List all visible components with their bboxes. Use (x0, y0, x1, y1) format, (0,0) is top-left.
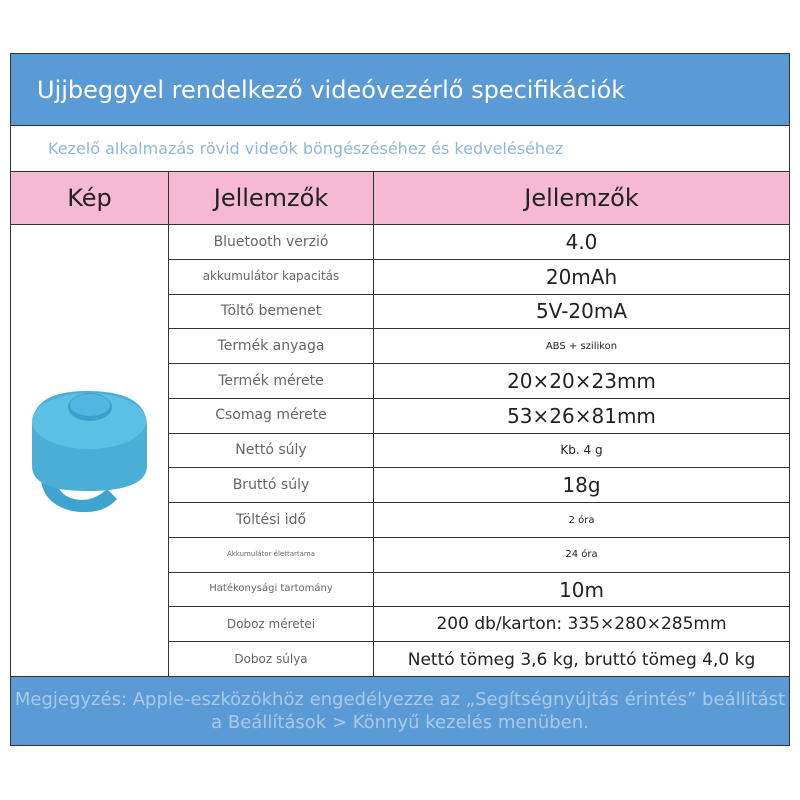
feature-value: 18g (562, 473, 601, 498)
feature-label: Doboz méretei (169, 607, 374, 641)
table-row (169, 399, 789, 434)
table-header (11, 171, 789, 225)
table-row (169, 538, 789, 573)
table-row (169, 503, 789, 538)
feature-value: 53×26×81mm (507, 403, 656, 428)
feature-label: Töltő bemenet (169, 295, 374, 329)
header-features: Jellemzők (169, 172, 374, 224)
subtitle: Kezelő alkalmazás rövid videók böngészéséhez és kedveléséhez (48, 139, 564, 158)
feature-label: Nettó súly (169, 434, 374, 468)
feature-value: Kb. 4 g (560, 443, 603, 458)
table-row (169, 295, 789, 330)
product-image (11, 225, 169, 677)
table-row (169, 329, 789, 364)
table-row (169, 434, 789, 469)
feature-value: 20×20×23mm (507, 368, 656, 393)
feature-label: Csomag mérete (169, 399, 374, 433)
ring-controller-icon (22, 381, 157, 521)
feature-value: 2 óra (568, 514, 595, 526)
feature-value: 5V-20mA (535, 299, 628, 324)
spec-table (10, 53, 790, 746)
feature-value: 20mAh (545, 264, 618, 289)
feature-label: akkumulátor kapacitás (169, 260, 374, 294)
feature-value: 10m (559, 577, 604, 602)
feature-label: Akkumulátor élettartama (169, 538, 374, 572)
feature-value: 4.0 (565, 229, 598, 254)
table-row (169, 364, 789, 399)
feature-value: 24 óra (565, 549, 598, 561)
page-title: Ujjbeggyel rendelkező videóvezérlő specifikációk (11, 54, 789, 126)
footer-note: Megjegyzés: Apple-eszközökhöz engedélyezze az „Segítségnyújtás érintés” beállítást a Beállítások > Könnyű kezelés menüben. (11, 676, 789, 745)
feature-value: ABS + szilikon (545, 340, 618, 352)
feature-label: Termék mérete (169, 364, 374, 398)
table-row (169, 642, 789, 677)
feature-label: Doboz súlya (169, 642, 374, 677)
table-row (169, 607, 789, 642)
feature-label: Hatékonysági tartomány (169, 573, 374, 607)
table-row (169, 468, 789, 503)
feature-label: Töltési idő (169, 503, 374, 537)
header-image: Kép (11, 172, 169, 224)
feature-label: Termék anyaga (169, 329, 374, 363)
feature-label: Bruttó súly (169, 468, 374, 502)
table-row (169, 260, 789, 295)
table-row (169, 225, 789, 260)
feature-value: Nettó tömeg 3,6 kg, bruttó tömeg 4,0 kg (407, 649, 756, 670)
header-values: Jellemzők (524, 184, 639, 212)
table-row (169, 573, 789, 608)
feature-label: Bluetooth verzió (169, 225, 374, 259)
feature-value: 200 db/karton: 335×280×285mm (436, 614, 727, 635)
